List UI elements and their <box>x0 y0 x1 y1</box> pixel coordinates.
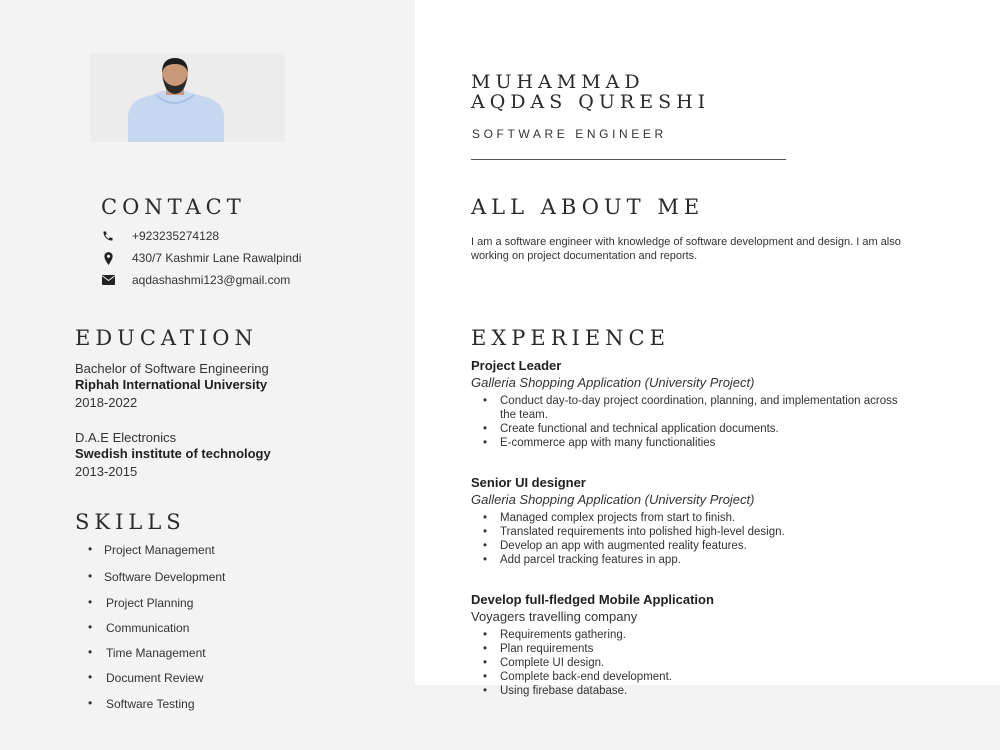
name-first: MUHAMMAD <box>471 71 645 93</box>
bullet-item: • Create functional and technical application documents. <box>483 422 903 436</box>
edu-years: 2018-2022 <box>75 395 138 410</box>
contact-address <box>101 251 301 265</box>
edu-degree: D.A.E Electronics <box>75 430 177 445</box>
education-entry <box>75 430 271 480</box>
bullet-item: • Complete UI design. <box>483 656 903 670</box>
address-text: 430/7 Kashmir Lane Rawalpindi <box>132 251 302 265</box>
skills-heading: SKILLS <box>75 510 186 534</box>
edu-institution: Riphah International University <box>75 377 268 392</box>
bullet-item: • Complete back-end development. <box>483 670 903 684</box>
bullet-item: • Add parcel tracking features in app. <box>483 553 903 567</box>
about-text: I am a software engineer with knowledge of software development and design. I am also working on project documentation and reports. <box>471 236 901 262</box>
job-bullets <box>483 394 903 450</box>
email-address: aqdashashmi123@gmail.com <box>132 273 291 287</box>
divider <box>471 159 786 160</box>
education-entry <box>75 361 269 411</box>
job-subtitle: Galleria Shopping Application (University Project) <box>471 492 755 507</box>
profile-photo <box>90 53 285 142</box>
contact-phone <box>101 229 219 243</box>
skill-item: • Time Management <box>88 646 188 660</box>
skill-item: • Software Development <box>88 570 209 584</box>
job-title: Senior UI designer <box>471 475 586 490</box>
bullet-item: • Requirements gathering. <box>483 628 903 642</box>
skill-item: • Software Testing <box>88 697 177 711</box>
bullet-item: • E-commerce app with many functionalities <box>483 436 903 450</box>
education-heading: EDUCATION <box>75 326 258 350</box>
bullet-item: • Translated requirements into polished high-level design. <box>483 525 903 539</box>
contact-heading: CONTACT <box>101 195 246 219</box>
edu-years: 2013-2015 <box>75 464 138 479</box>
phone-icon <box>101 229 115 243</box>
bullet-item: • Develop an app with augmented reality features. <box>483 539 903 553</box>
bullet-item: • Using firebase database. <box>483 684 903 698</box>
envelope-icon <box>101 273 115 287</box>
skill-item: • Communication <box>88 621 171 635</box>
about-heading: ALL ABOUT ME <box>471 195 705 219</box>
edu-degree: Bachelor of Software Engineering <box>75 361 269 376</box>
job-bullets <box>483 628 903 698</box>
skill-item: • Project Management <box>88 543 199 557</box>
edu-institution: Swedish institute of technology <box>75 446 271 461</box>
phone-number: +923235274128 <box>132 229 220 243</box>
job-title: Project Leader <box>471 358 562 373</box>
name-last: AQDAS QURESHI <box>471 91 711 113</box>
location-pin-icon <box>101 251 115 265</box>
skill-item: • Document Review <box>88 671 185 685</box>
bullet-item: • Managed complex projects from start to finish. <box>483 511 903 525</box>
contact-email <box>101 273 290 287</box>
skill-item: • Project Planning <box>88 596 175 610</box>
bullet-item: • Plan requirements <box>483 642 903 656</box>
job-bullets <box>483 511 903 567</box>
experience-heading: EXPERIENCE <box>471 326 670 350</box>
person-name <box>471 72 710 112</box>
job-role: SOFTWARE ENGINEER <box>472 127 667 141</box>
job-subtitle: Galleria Shopping Application (University Project) <box>471 375 755 390</box>
bullet-item: • Conduct day-to-day project coordination, planning, and implementation across the team. <box>483 394 903 422</box>
job-title: Develop full-fledged Mobile Application <box>471 592 714 607</box>
job-subtitle: Voyagers travelling company <box>471 609 638 624</box>
